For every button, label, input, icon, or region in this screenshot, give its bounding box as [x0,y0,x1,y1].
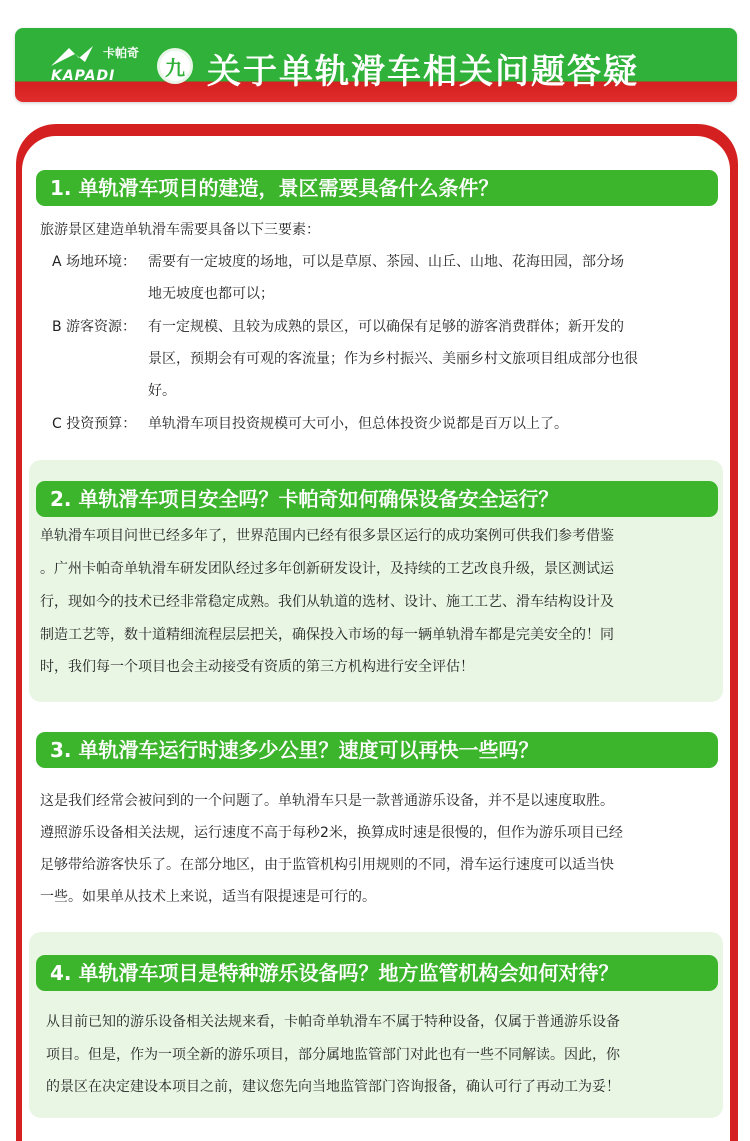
item-a-line: 地无坡度也都可以； [148,286,274,302]
section-3-line: 这是我们经常会被问到的一个问题了。单轨滑车只是一款普通游乐设备，并不是以速度取胜。 [40,793,614,809]
section-number-badge: 九 [157,48,193,84]
section-4-line: 的景区在决定建设本项目之前，建议您先向当地监管部门咨询报备，确认可行了再动工为妥！ [46,1079,620,1095]
section-3-line: 遵照游乐设备相关法规，运行速度不高于每秒2米，换算成时速是很慢的，但作为游乐项目已经 [40,825,623,841]
logo-swoosh-icon [49,44,105,68]
question-2-bar: 2. 单轨滑车项目安全吗？卡帕奇如何确保设备安全运行？ [36,481,718,517]
header-banner [15,28,737,102]
item-c-line: 单轨滑车项目投资规模可大可小，但总体投资少说都是百万以上了。 [148,416,568,432]
section-3-line: 足够带给游客快乐了。在部分地区，由于监管机构引用规则的不同，滑车运行速度可以适当快 [40,857,614,873]
page-title: 关于单轨滑车相关问题答疑 [207,52,639,92]
kapadi-logo [43,44,143,88]
item-b-line: 好。 [148,383,176,399]
section-2-line: 时，我们每一个项目也会主动接受有资质的第三方机构进行安全评估！ [40,659,474,675]
question-1-bar: 1. 单轨滑车项目的建造，景区需要具备什么条件？ [36,170,718,206]
section-2-line: 单轨滑车项目问世已经多年了，世界范围内已经有很多景区运行的成功案例可供我们参考借鉴 [40,528,614,544]
logo-text-cn: 卡帕奇 [103,46,140,60]
item-b-label: B 游客资源： [52,319,137,335]
section-2-line: 。广州卡帕奇单轨滑车研发团队经过多年创新研发设计，及持续的工艺改良升级，景区测试运 [40,561,614,577]
item-c-label: C 投资预算： [52,416,137,432]
item-a-label: A 场地环境： [52,254,137,270]
section-3-line: 一些。如果单从技术上来说，适当有限提速是可行的。 [40,889,376,905]
item-b-line: 景区，预期会有可观的客流量；作为乡村振兴、美丽乡村文旅项目组成部分也很 [148,351,638,367]
section-2-line: 制造工艺等，数十道精细流程层层把关，确保投入市场的每一辆单轨滑车都是完美安全的！同 [40,627,614,643]
item-b-line: 有一定规模、且较为成熟的景区，可以确保有足够的游客消费群体；新开发的 [148,319,624,335]
item-a-line: 需要有一定坡度的场地，可以是草原、茶园、山丘、山地、花海田园，部分场 [148,254,624,270]
question-4-bar: 4. 单轨滑车项目是特种游乐设备吗？地方监管机构会如何对待？ [36,955,718,991]
logo-text-en: KAPADI [51,68,116,84]
section-4-line: 从目前已知的游乐设备相关法规来看，卡帕奇单轨滑车不属于特种设备，仅属于普通游乐设备 [46,1014,620,1030]
section-4-line: 项目。但是，作为一项全新的游乐项目，部分属地监管部门对此也有一些不同解读。因此，你 [46,1047,620,1063]
section-2-line: 行，现如今的技术已经非常稳定成熟。我们从轨道的选材、设计、施工工艺、滑车结构设计及 [40,594,614,610]
question-3-bar: 3. 单轨滑车运行时速多少公里？速度可以再快一些吗？ [36,732,718,768]
section-1-intro: 旅游景区建造单轨滑车需要具备以下三要素： [40,222,320,238]
